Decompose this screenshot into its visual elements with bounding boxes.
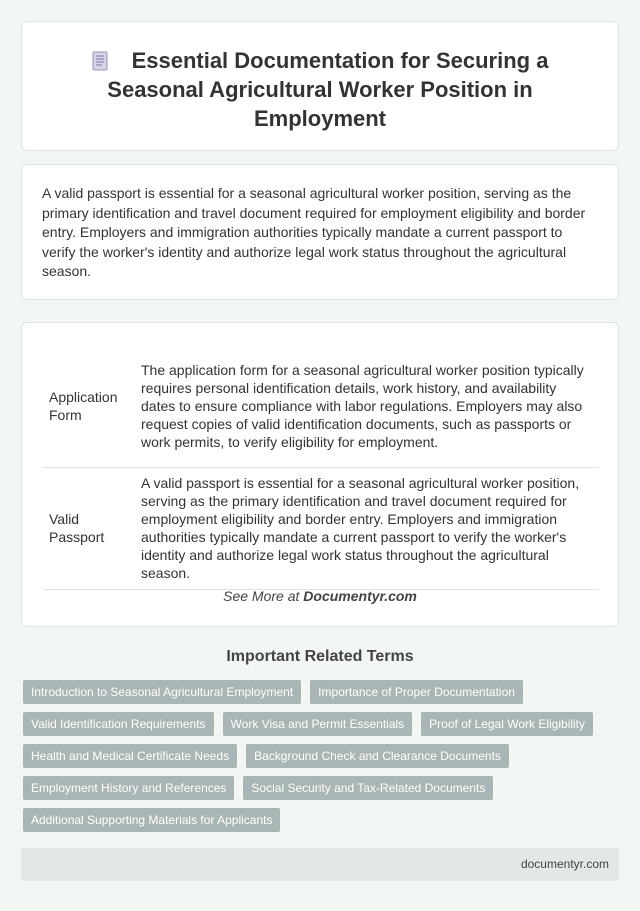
footer-bar <box>21 848 619 881</box>
term-cell: Valid Passport <box>43 467 137 589</box>
page-title <box>62 46 578 133</box>
related-term-tag[interactable]: Health and Medical Certificate Needs <box>23 744 237 768</box>
related-term-tag[interactable]: Importance of Proper Documentation <box>310 680 523 704</box>
related-term-tag[interactable]: Background Check and Clearance Documents <box>246 744 509 768</box>
related-term-tag[interactable]: Introduction to Seasonal Agricultural Employment <box>23 680 301 704</box>
related-term-tag[interactable]: Work Visa and Permit Essentials <box>223 712 413 736</box>
see-more-link[interactable] <box>22 588 618 604</box>
page-title-text: Essential Documentation for Securing a Seasonal Agricultural Worker Position in Employment <box>107 48 549 131</box>
definition-cell: A valid passport is essential for a seasonal agricultural worker position, serving as the primary identification and travel document required for employment eligibility and border entry. Employers and immigration authorities typically mandate a current passport to verify the worker's identity and authorize legal work status throughout the agricultural season. <box>137 467 599 589</box>
intro-paragraph: A valid passport is essential for a seasonal agricultural worker position, serving as the primary identification and travel document required for employment eligibility and border entry. Employers and immigration authorities typically mandate a current passport to verify the worker's identity and authorize legal work status throughout the agricultural season. <box>42 185 586 279</box>
see-more-site: Documentyr.com <box>303 588 417 604</box>
related-terms-heading: Important Related Terms <box>226 648 414 665</box>
table-row <box>43 345 599 467</box>
document-icon <box>92 51 108 71</box>
terms-table <box>43 345 599 590</box>
table-row <box>43 467 599 589</box>
related-term-tag[interactable]: Proof of Legal Work Eligibility <box>421 712 593 736</box>
intro-card <box>21 164 619 300</box>
related-term-tag[interactable]: Valid Identification Requirements <box>23 712 214 736</box>
terms-table-card <box>21 322 619 627</box>
definition-cell: The application form for a seasonal agricultural worker position typically requires personal identification details, work history, and availability dates to ensure compliance with labor regulations. Employers may also request copies of valid identification documents, such as passports or work permits, to verify eligibility for employment. <box>137 345 599 467</box>
term-cell: Application Form <box>43 345 137 467</box>
related-term-tag[interactable]: Social Security and Tax-Related Documents <box>243 776 493 800</box>
related-term-tag[interactable]: Additional Supporting Materials for Applicants <box>23 808 280 832</box>
related-terms-list <box>23 680 603 832</box>
related-term-tag[interactable]: Employment History and References <box>23 776 234 800</box>
footer-site-link[interactable]: documentyr.com <box>520 857 609 871</box>
title-card <box>21 21 619 151</box>
see-more-prefix: See More at <box>223 588 300 604</box>
